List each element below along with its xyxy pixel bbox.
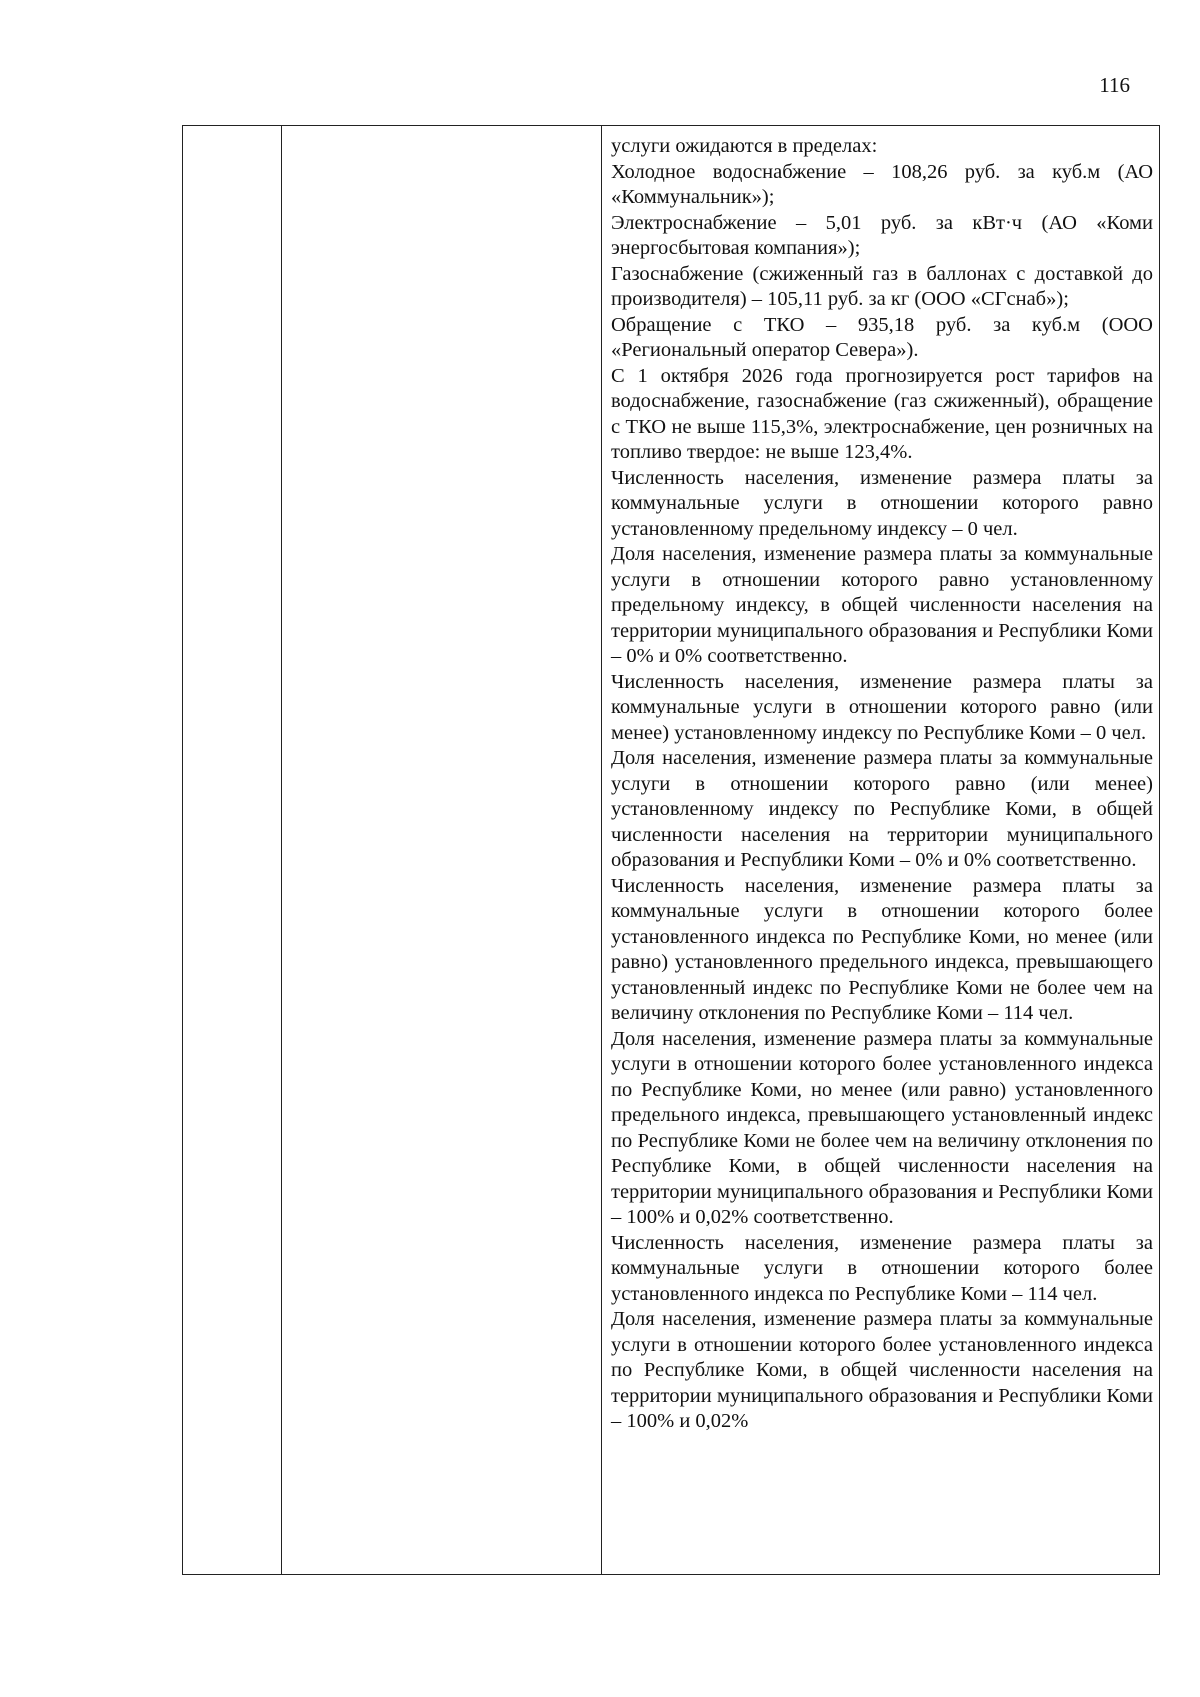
table-cell-col3 [602,126,1160,1575]
paragraph: Численность населения, изменение размера платы за коммунальные услуги в отношении которого равно установленному предельному индексу – 0 чел. [611,466,1153,540]
paragraph: Доля населения, изменение размера платы за коммунальные услуги в отношении которого равно (или менее) установленному индексу по Республике Коми, в общей численности населения на территории муниципального образования и Республики Коми – 0% и 0% соответственно. [611,747,1153,871]
paragraph: Численность населения, изменение размера платы за коммунальные услуги в отношении которого равно (или менее) установленному индексу по Республике Коми – 0 чел. [611,670,1153,744]
cell-col2-text [282,126,601,134]
cell-col1-text [183,126,281,134]
paragraph: С 1 октября 2026 года прогнозируется рост тарифов на водоснабжение, газоснабжение (газ сжиженный), обращение с ТКО не выше 115,3%, электроснабжение, цен розничных на топливо твердое: не выше 123,4%. [611,364,1153,463]
document-table [182,125,1160,1575]
paragraph: Холодное водоснабжение – 108,26 руб. за куб.м (АО «Коммунальник»); [611,160,1153,208]
paragraph: услуги ожидаются в пределах: [611,135,878,157]
paragraph: Численность населения, изменение размера платы за коммунальные услуги в отношении которого более установленного индекса по Республике Коми, но менее (или равно) установленного предельного индекса, превышающего установленный индекс по Республике Коми не более чем на величину отклонения по Республике Коми – 114 чел. [611,874,1153,1024]
paragraph: Электроснабжение – 5,01 руб. за кВт·ч (АО «Коми энергосбытовая компания»); [611,211,1153,259]
table-row [183,126,1160,1575]
paragraph: Доля населения, изменение размера платы за коммунальные услуги в отношении которого более установленного индекса по Республике Коми, но менее (или равно) установленного предельного индекса, превышающего установленный индекс по Республике Коми не более чем на величину отклонения по Республике Коми, в общей численности населения на территории муниципального образования и Республики Коми – 100% и 0,02% соответственно. [611,1027,1153,1228]
page-number: 116 [1099,73,1130,97]
table-cell-col2 [282,126,602,1575]
table-cell-col1 [183,126,282,1575]
paragraph: Обращение с ТКО – 935,18 руб. за куб.м (ООО «Региональный оператор Севера»). [611,313,1153,361]
paragraph: Доля населения, изменение размера платы за коммунальные услуги в отношении которого равно установленному предельному индексу, в общей численности населения на территории муниципального образования и Республики Коми – 0% и 0% соответственно. [611,543,1153,667]
paragraph: Доля населения, изменение размера платы за коммунальные услуги в отношении которого более установленного индекса по Республике Коми, в общей численности населения на территории муниципального образования и Республики Коми – 100% и 0,02% [611,1308,1153,1432]
paragraph: Газоснабжение (сжиженный газ в баллонах с доставкой до производителя) – 105,11 руб. за кг (ООО «СГснаб»); [611,262,1153,310]
cell-col3-text [602,126,1159,1435]
paragraph: Численность населения, изменение размера платы за коммунальные услуги в отношении которого более установленного индекса по Республике Коми – 114 чел. [611,1231,1153,1305]
